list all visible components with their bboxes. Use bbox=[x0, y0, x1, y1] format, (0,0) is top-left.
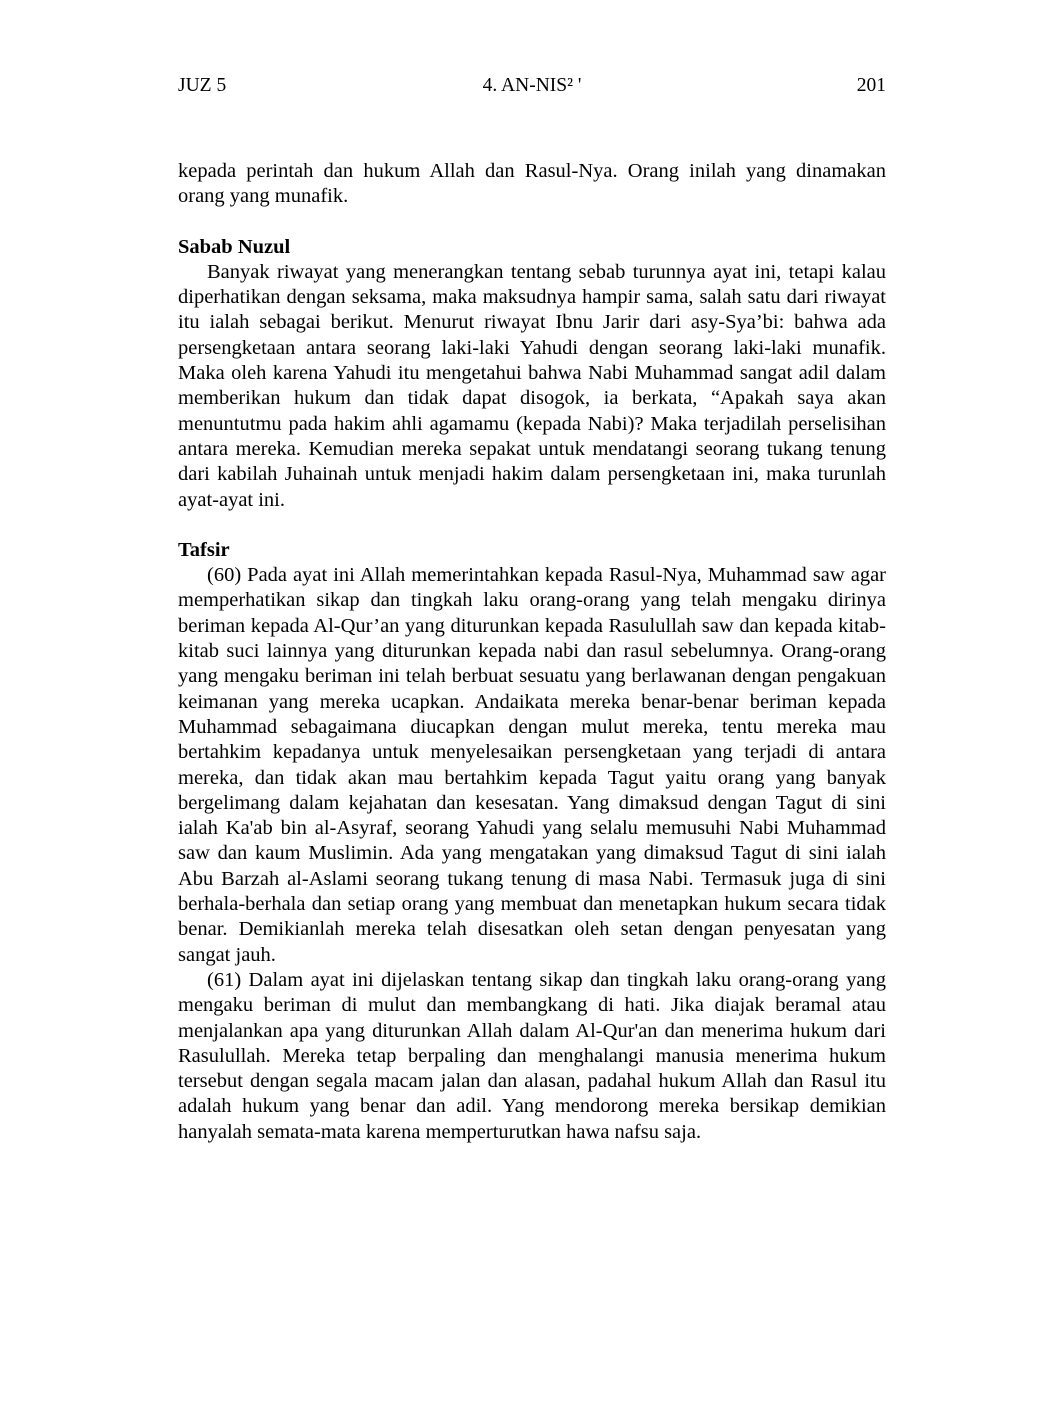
page-number: 201 bbox=[856, 75, 886, 96]
surah-title: 4. AN-NIS² ' bbox=[482, 75, 582, 96]
book-page bbox=[178, 72, 886, 1145]
section-spacer bbox=[178, 210, 886, 235]
running-header bbox=[178, 72, 886, 102]
section-heading-sabab-nuzul: Sabab Nuzul bbox=[178, 235, 291, 258]
tafsir-paragraph-61: (61) Dalam ayat ini dijelaskan tentang sikap dan tingkah laku orang-orang yang mengaku beriman di mulut dan membangkang di hati. Jika diajak beramal atau menjalankan apa yang diturunkan Allah dalam Al-Qur'an dan menerima hukum dari Rasulullah. Mereka tetap berpaling dan menghalangi manusia menerima hukum tersebut dengan segala macam jalan dan alasan, padahal hukum Allah dan Rasul itu adalah hukum yang benar dan adil. Yang mendorong mereka bersikap demikian hanyalah semata-mata karena memperturutkan hawa nafsu saja. bbox=[178, 968, 886, 1143]
section-spacer bbox=[178, 513, 886, 538]
sabab-nuzul-section bbox=[178, 235, 886, 513]
tafsir-paragraph-60: (60) Pada ayat ini Allah memerintahkan kepada Rasul-Nya, Muhammad saw agar memperhatikan sikap dan tingkah laku orang-orang yang telah mengaku dirinya beriman kepada Al-Qur’an yang diturunkan kepada Rasulullah saw dan kepada kitab-kitab suci lainnya yang diturunkan kepada nabi dan rasul sebelumnya. Orang-orang yang mengaku beriman ini telah berbuat sesuatu yang berlawanan dengan pengakuan keimanan yang mereka ucapkan. Andaikata mereka benar-benar beriman kepada Muhammad sebagaimana diucapkan dengan mulut mereka, tentu mereka mau bertahkim kepadanya untuk menyelesaikan persengketaan yang terjadi di antara mereka, dan tidak akan mau bertahkim kepada Tagut yaitu orang yang banyak bergelimang dalam kejahatan dan kesesatan. Yang dimaksud dengan Tagut di sini ialah Ka'ab bin al-Asyraf, seorang Yahudi yang selalu memusuhi Nabi Muhammad saw dan kaum Muslimin. Ada yang mengatakan yang dimaksud Tagut di sini ialah Abu Barzah al-Aslami seorang tukang tenung di masa Nabi. Termasuk juga di sini berhala-berhala dan setiap orang yang membuat dan menetapkan hukum secara tidak benar. Demikianlah mereka telah disesatkan oleh setan dengan penyesatan yang sangat jauh. bbox=[178, 564, 886, 966]
tafsir-section bbox=[178, 538, 886, 1145]
juz-label: JUZ 5 bbox=[178, 75, 227, 96]
intro-paragraph: kepada perintah dan hukum Allah dan Rasul-Nya. Orang inilah yang dinamakan orang yang munafik. bbox=[178, 160, 886, 208]
sabab-nuzul-paragraph: Banyak riwayat yang menerangkan tentang sebab turunnya ayat ini, tetapi kalau diperhatikan dengan seksama, maka maksudnya hampir sama, salah satu dari riwayat itu ialah sebagai berikut. Menurut riwayat Ibnu Jarir dari asy-Sya’bi: bahwa ada persengketaan antara seorang laki-laki Yahudi dengan seorang laki-laki munafik. Maka oleh karena Yahudi itu mengetahui bahwa Nabi Muhammad sangat adil dalam memberikan hukum dan tidak dapat disogok, ia berkata, “Apakah saya akan menuntutmu pada hakim ahli agamamu (kepada Nabi)? Maka terjadilah perselisihan antara mereka. Kemudian mereka sepakat untuk mendatangi seorang tukang tenung dari kabilah Juhainah untuk menjadi hakim dalam persengketaan ini, maka turunlah ayat-ayat ini. bbox=[178, 260, 886, 511]
page-body bbox=[178, 159, 886, 1145]
section-heading-tafsir: Tafsir bbox=[178, 538, 230, 561]
